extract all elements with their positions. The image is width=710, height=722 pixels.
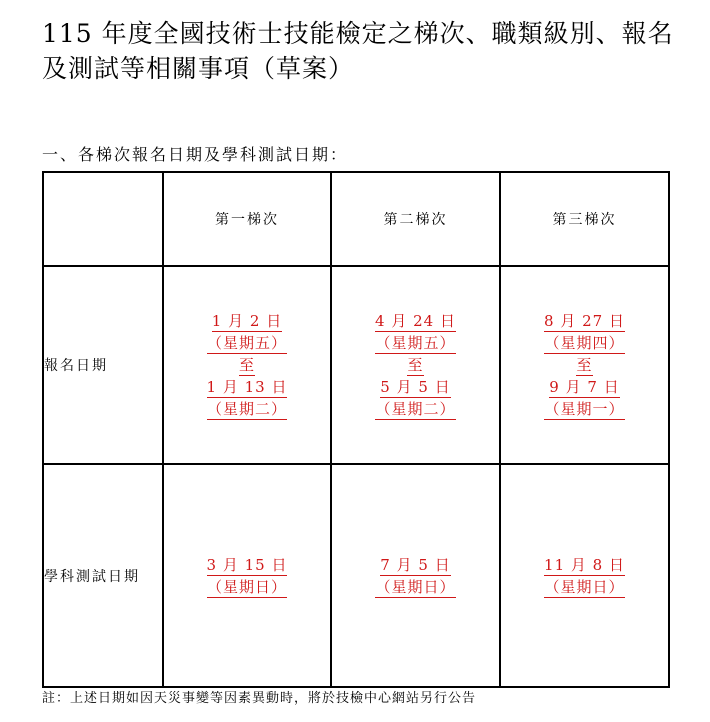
registration-date-label: 報名日期 xyxy=(43,266,163,464)
schedule-table xyxy=(42,171,670,688)
registration-end-weekday: （星期二） xyxy=(206,400,287,418)
registration-start-date: 1 月 2 日 xyxy=(211,312,283,330)
registration-end-date: 5 月 5 日 xyxy=(380,378,451,396)
registration-start-date: 4 月 24 日 xyxy=(375,312,456,330)
written-test-weekday: （星期日） xyxy=(206,577,287,596)
written-test-round-2-cell xyxy=(331,464,500,687)
round-2-header: 第二梯次 xyxy=(331,172,500,266)
written-test-round-1-cell xyxy=(163,464,331,687)
section-heading: 一、各梯次報名日期及學科測試日期： xyxy=(42,145,349,164)
round-1-header: 第一梯次 xyxy=(163,172,331,266)
written-test-weekday: （星期日） xyxy=(544,577,625,596)
table-row-registration xyxy=(43,266,669,464)
written-test-date: 7 月 5 日 xyxy=(380,555,451,574)
registration-start-date: 8 月 27 日 xyxy=(544,312,625,330)
written-test-round-3-cell xyxy=(500,464,669,687)
registration-round-2-cell xyxy=(331,266,500,464)
registration-to: 至 xyxy=(238,356,255,374)
registration-round-1-cell xyxy=(163,266,331,464)
written-test-weekday: （星期日） xyxy=(375,577,456,596)
round-3-header: 第三梯次 xyxy=(500,172,669,266)
registration-round-3-cell xyxy=(500,266,669,464)
written-test-date: 11 月 8 日 xyxy=(544,555,625,574)
registration-to: 至 xyxy=(576,356,593,374)
document-title: 115 年度全國技術士技能檢定之梯次、職類級別、報名及測試等相關事項（草案） xyxy=(42,19,674,83)
written-test-date: 3 月 15 日 xyxy=(206,555,288,574)
table-header-row xyxy=(43,172,669,266)
table-row-written-test xyxy=(43,464,669,687)
written-test-date-label: 學科測試日期 xyxy=(43,464,163,687)
registration-end-date: 1 月 13 日 xyxy=(206,378,288,396)
table-corner-cell xyxy=(43,172,163,266)
registration-start-weekday: （星期五） xyxy=(206,334,287,352)
registration-to: 至 xyxy=(407,356,424,374)
registration-end-weekday: （星期一） xyxy=(544,400,625,418)
registration-start-weekday: （星期五） xyxy=(375,334,456,352)
registration-end-date: 9 月 7 日 xyxy=(549,378,620,396)
footnote: 註：上述日期如因天災事變等因素異動時，將於技檢中心網站另行公告 xyxy=(42,691,477,706)
registration-start-weekday: （星期四） xyxy=(544,334,625,352)
registration-end-weekday: （星期二） xyxy=(375,400,456,418)
